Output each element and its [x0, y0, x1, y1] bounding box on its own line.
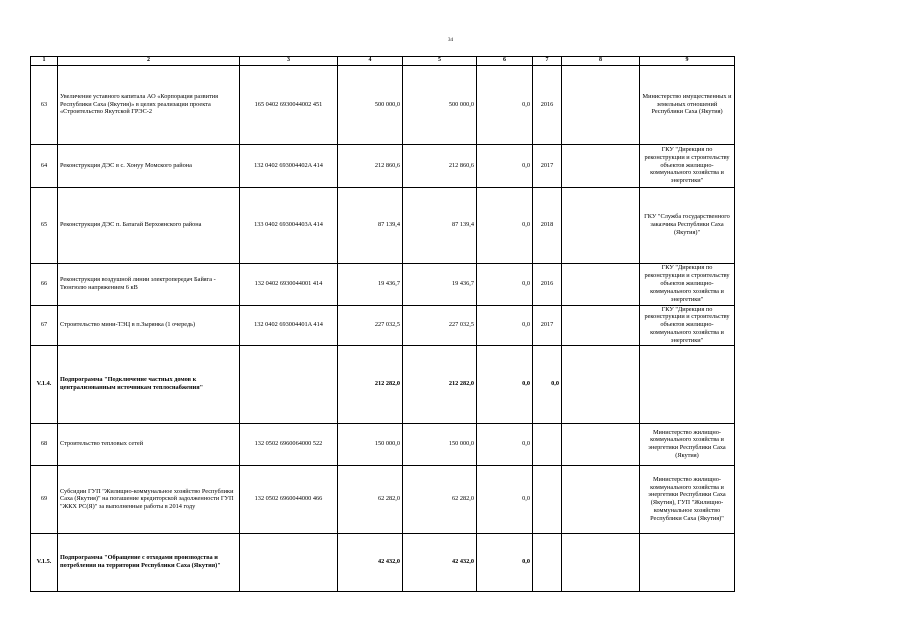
total-amount-cell: 212 860,6: [338, 144, 403, 187]
amount-cell: 87 139,4: [403, 187, 477, 263]
amount-cell: 62 282,0: [403, 465, 477, 533]
header-cell: 2: [58, 57, 240, 66]
executor-cell: Министерство имущественных и земельных отношений Республики Саха (Якутия): [640, 65, 735, 144]
year-cell: 2016: [533, 65, 562, 144]
amount-cell: 212 860,6: [403, 144, 477, 187]
total-amount-cell: 87 139,4: [338, 187, 403, 263]
executor-cell: ГКУ "Дирекция по реконструкции и строительству объектов жилищно-коммунального хозяйства и энергетики": [640, 263, 735, 305]
empty-cell: [562, 263, 640, 305]
year-cell: 2016: [533, 263, 562, 305]
amount-cell: 150 000,0: [403, 423, 477, 465]
extra-amount-cell: 0,0: [533, 345, 562, 423]
table-row: [31, 305, 735, 345]
budget-code-cell: 132 0402 693004402A 414: [240, 144, 338, 187]
amount-cell: 212 282,0: [403, 345, 477, 423]
amount-cell: 42 432,0: [403, 533, 477, 591]
amount-cell: 500 000,0: [403, 65, 477, 144]
empty-cell: [562, 345, 640, 423]
header-cell: 8: [562, 57, 640, 66]
total-amount-cell: 150 000,0: [338, 423, 403, 465]
header-cell: 6: [477, 57, 533, 66]
executor-cell: Министерство жилищно-коммунального хозяйства и энергетики Республики Саха (Якутия): [640, 423, 735, 465]
budget-code-cell: 132 0502 6960044000 466: [240, 465, 338, 533]
budget-code-cell: [240, 345, 338, 423]
total-amount-cell: 212 282,0: [338, 345, 403, 423]
empty-cell: [562, 305, 640, 345]
table-row: [31, 465, 735, 533]
subprogram-title: Подпрограмма "Подключение частных домов к централизованным источникам теплоснабжения": [58, 345, 240, 423]
empty-cell: [562, 465, 640, 533]
year-cell: 2018: [533, 187, 562, 263]
empty-cell: [562, 533, 640, 591]
executor-cell: Министерство жилищно-коммунального хозяйства и энергетики Республики Саха (Якутия), ГУП "Жилищно-коммунальное хозяйство Республики Саха (Якутия)": [640, 465, 735, 533]
header-cell: 1: [31, 57, 58, 66]
description-cell: Реконструкция ДЭС п. Батагай Верхоянского района: [58, 187, 240, 263]
year-cell: 2017: [533, 305, 562, 345]
budget-code-cell: 132 0402 6930044001 414: [240, 263, 338, 305]
other-amount-cell: 0,0: [477, 263, 533, 305]
executor-cell: ГКУ "Дирекция по реконструкции и строительству объектов жилищно-коммунального хозяйства и энергетики": [640, 305, 735, 345]
other-amount-cell: 0,0: [477, 305, 533, 345]
row-number: 66: [31, 263, 58, 305]
description-cell: Строительство тепловых сетей: [58, 423, 240, 465]
total-amount-cell: 42 432,0: [338, 533, 403, 591]
section-number: V.1.4.: [31, 345, 58, 423]
empty-cell: [562, 187, 640, 263]
year-cell: [533, 465, 562, 533]
header-cell: 5: [403, 57, 477, 66]
other-amount-cell: 0,0: [477, 345, 533, 423]
row-number: 65: [31, 187, 58, 263]
subprogram-title: Подпрограмма "Обращение с отходами производства и потребления на территории Республики Саха (Якутия)": [58, 533, 240, 591]
executor-cell: [640, 533, 735, 591]
empty-cell: [562, 65, 640, 144]
executor-cell: ГКУ "Служба государственного заказчика Республики Саха (Якутия)": [640, 187, 735, 263]
table-row: [31, 423, 735, 465]
table-row: [31, 187, 735, 263]
budget-code-cell: 132 0402 693004401A 414: [240, 305, 338, 345]
header-cell: 3: [240, 57, 338, 66]
row-number: 64: [31, 144, 58, 187]
header-row: [31, 57, 735, 66]
header-cell: 9: [640, 57, 735, 66]
description-cell: Субсидии ГУП "Жилищно-коммунальное хозяйство Республики Саха (Якутия)" на погашение кредиторской задолженности ГУП "ЖКХ РС(Я)" за выполненные работы в 2014 году: [58, 465, 240, 533]
other-amount-cell: 0,0: [477, 187, 533, 263]
budget-code-cell: 132 0502 6960064000 522: [240, 423, 338, 465]
table-row: [31, 263, 735, 305]
year-cell: [533, 533, 562, 591]
header-cell: 4: [338, 57, 403, 66]
subprogram-row: [31, 533, 735, 591]
section-number: V.1.5.: [31, 533, 58, 591]
other-amount-cell: 0,0: [477, 533, 533, 591]
amount-cell: 19 436,7: [403, 263, 477, 305]
row-number: 69: [31, 465, 58, 533]
description-cell: Строительство мини-ТЭЦ в п.Зырянка (1 очередь): [58, 305, 240, 345]
total-amount-cell: 19 436,7: [338, 263, 403, 305]
budget-code-cell: [240, 533, 338, 591]
subprogram-row: [31, 345, 735, 423]
row-number: 68: [31, 423, 58, 465]
year-cell: [533, 423, 562, 465]
other-amount-cell: 0,0: [477, 144, 533, 187]
header-cell: 7: [533, 57, 562, 66]
executor-cell: ГКУ "Дирекция по реконструкции и строительству объектов жилищно-коммунального хозяйства и энергетики": [640, 144, 735, 187]
total-amount-cell: 62 282,0: [338, 465, 403, 533]
table-row: [31, 144, 735, 187]
other-amount-cell: 0,0: [477, 65, 533, 144]
description-cell: Реконструкция ДЭС в с. Хонуу Момского района: [58, 144, 240, 187]
table-row: [31, 65, 735, 144]
description-cell: Реконструкция воздушной линии электропередач Байяга - Тюнгюлю напряжением 6 кВ: [58, 263, 240, 305]
empty-cell: [562, 423, 640, 465]
empty-cell: [562, 144, 640, 187]
amount-cell: 227 032,5: [403, 305, 477, 345]
other-amount-cell: 0,0: [477, 465, 533, 533]
total-amount-cell: 500 000,0: [338, 65, 403, 144]
budget-table: [30, 56, 735, 592]
row-number: 63: [31, 65, 58, 144]
page-number: 34: [448, 38, 453, 43]
other-amount-cell: 0,0: [477, 423, 533, 465]
budget-code-cell: 133 0402 693004403A 414: [240, 187, 338, 263]
total-amount-cell: 227 032,5: [338, 305, 403, 345]
year-cell: 2017: [533, 144, 562, 187]
row-number: 67: [31, 305, 58, 345]
description-cell: Увеличение уставного капитала АО «Корпорация развития Республики Саха (Якутия)» в целях реализации проекта «Строительство Якутской ГРЭС-2: [58, 65, 240, 144]
executor-cell: [640, 345, 735, 423]
budget-code-cell: 165 0402 6930044002 451: [240, 65, 338, 144]
